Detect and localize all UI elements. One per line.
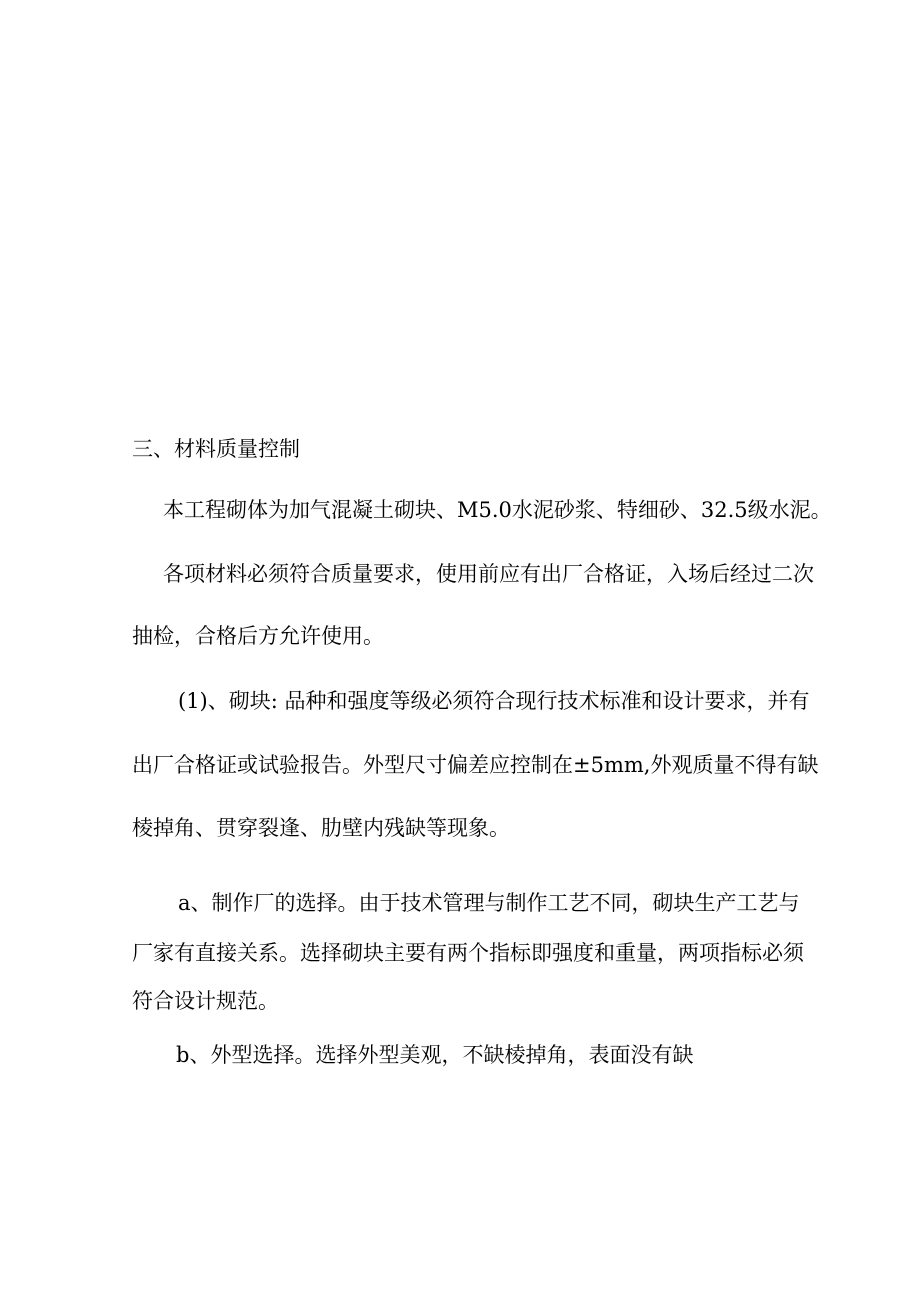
paragraph-quality-line-1: 各项材料必须符合质量要求，使用前应有出厂合格证，入场后经过二次 <box>163 562 814 586</box>
paragraph-factory-selection-line-2: 厂家有直接关系。选择砌块主要有两个指标即强度和重量，两项指标必须 <box>132 941 804 965</box>
paragraph-block-spec-line-3: 棱掉角、贯穿裂逢、肋壁内残缺等现象。 <box>132 816 510 840</box>
paragraph-materials-list: 本工程砌体为加气混凝土砌块、M5.0水泥砂浆、特细砂、32.5级水泥。 <box>163 498 832 522</box>
paragraph-quality-line-2: 抽检，合格后方允许使用。 <box>132 624 384 648</box>
section-heading: 三、材料质量控制 <box>132 437 300 461</box>
paragraph-appearance-selection-line-1: b、外型选择。选择外型美观，不缺棱掉角，表面没有缺 <box>176 1043 694 1067</box>
paragraph-block-spec-line-2: 出厂合格证或试验报告。外型尺寸偏差应控制在±5mm,外观质量不得有缺 <box>132 753 819 777</box>
paragraph-block-spec-line-1: (1)、砌块: 品种和强度等级必须符合现行技术标准和设计要求，并有 <box>178 689 810 713</box>
paragraph-factory-selection-line-1: a、制作厂的选择。由于技术管理与制作工艺不同，砌块生产工艺与 <box>178 891 800 915</box>
paragraph-factory-selection-line-3: 符合设计规范。 <box>132 989 279 1013</box>
